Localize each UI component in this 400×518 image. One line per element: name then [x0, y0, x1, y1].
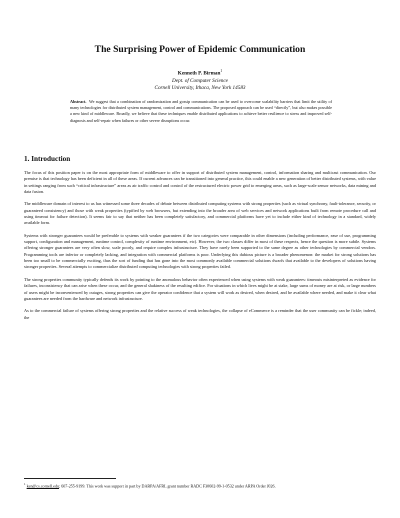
paragraph: As to the commercial failure of systems offering strong properties and the relative success of weak technologies, the collapse of eCommerce is a reminder that the user community can be fickle; indeed, the — [24, 308, 376, 320]
author-dept: Dept. of Computer Science — [172, 77, 228, 84]
paragraph: The focus of this position paper is on the most appropriate form of middleware to offer in support of distributed system management, control, information sharing and multicast communication. Our premise is that technology has been deficient in all of these areas. If current advances can be transitioned into general practice, this could enable a new generation of better distributed systems, with value in settings ranging from such “critical infrastructure” areas as air traffic control and control of the restructured electric power grid to emerging areas, such as large-scale sensor networks, data mining and data fusion. — [24, 170, 376, 195]
section-heading: 1. Introduction — [24, 155, 71, 163]
paper-title: The Surprising Power of Epidemic Communication — [94, 44, 306, 55]
paragraph: The middleware domain of interest to us has witnessed some three decades of debate between distributed computing systems with strong properties (such as virtual synchrony, fault-tolerance, security, or guaranteed consistency) and those with weak properties (typified by web browsers, but extending into the broader area of web services and network applications built from remote procedure call and using timeout for failure detection). It seems fair to say that neither has been completely satisfactory, and commercial platforms have yet to include either kind of technology in a standard, widely available form. — [24, 201, 376, 226]
author-footnote-mark: 1 — [220, 69, 223, 73]
paragraph: Systems with stronger guarantees would be preferable to systems with weaker guarantees if the two categories were comparable in other dimensions (including performance, ease of use, programming support, configuration and management, runtime control, complexity of runtime environment, etc). However, the two classes differ in most of these respects, hence the question is more subtle. Systems offering stronger guarantees are very often slow, scale poorly, and require complex infrastructure. They have rarely been supported to the same degree as other technologies by commercial vendors. Programming tools are inferior or completely lacking, and integration with commercial platforms is poor. Underlying this dubious picture is a broader phenomenon: the market for strong solutions has been too small to be commercially exciting, thus the sort of funding that has gone into the most commonly available commercial solutions dwarfs that available to the developers of solutions having stronger properties. Several attempts to commercialize distributed computing technologies with strong properties failed. — [24, 232, 376, 270]
footnote-text: ; 607-255-9199. This work was support in part by DARPA/AFRL grant number RADC F30602-99-1-0532 under ARPA Order J026. — [59, 483, 276, 489]
section-body — [24, 170, 376, 327]
abstract-label: Abstract. — [70, 99, 87, 104]
author-affiliation: Cornell University, Ithaca, New York 14583 — [154, 84, 246, 91]
author-block — [90, 68, 310, 92]
footnote — [24, 481, 376, 489]
paragraph: The strong properties community typically defends its work by pointing to the anomalous behavior often experienced when using systems with weak guarantees: timeouts misinterpreted as evidence for failures, inconsistency that can arise when these occur, and the general shakiness of the resulting edifice. For situations in which lives might be at stake, large sums of money are at risk, or large numbers of users might be inconvenienced by outages, strong properties can give the operator confidence that a system will work as desired, when desired, and be available where needed, and make it clear what guarantees are needed from the hardware and network infrastructure. — [24, 276, 376, 301]
author-name: Kenneth P. Birman — [177, 70, 221, 77]
footnote-mark: 1 — [24, 482, 26, 486]
footnote-divider — [24, 478, 116, 479]
abstract-text: We suggest that a combination of randomization and gossip communication can be used to overcome scalability barriers that limit the utility of many technologies for distributed system management, control and communications. The proposed approach can be used “directly”, but also makes possible a new kind of middleware. Broadly, we believe that these techniques enable distributed applications to achieve better resilience to stress and improved self-diagnosis and self-repair when failures or other severe disruptions occur. — [70, 99, 332, 123]
author-name-line — [90, 68, 310, 78]
footnote-email-link[interactable]: ken@cs.cornell.edu — [26, 483, 60, 489]
abstract — [70, 99, 332, 124]
